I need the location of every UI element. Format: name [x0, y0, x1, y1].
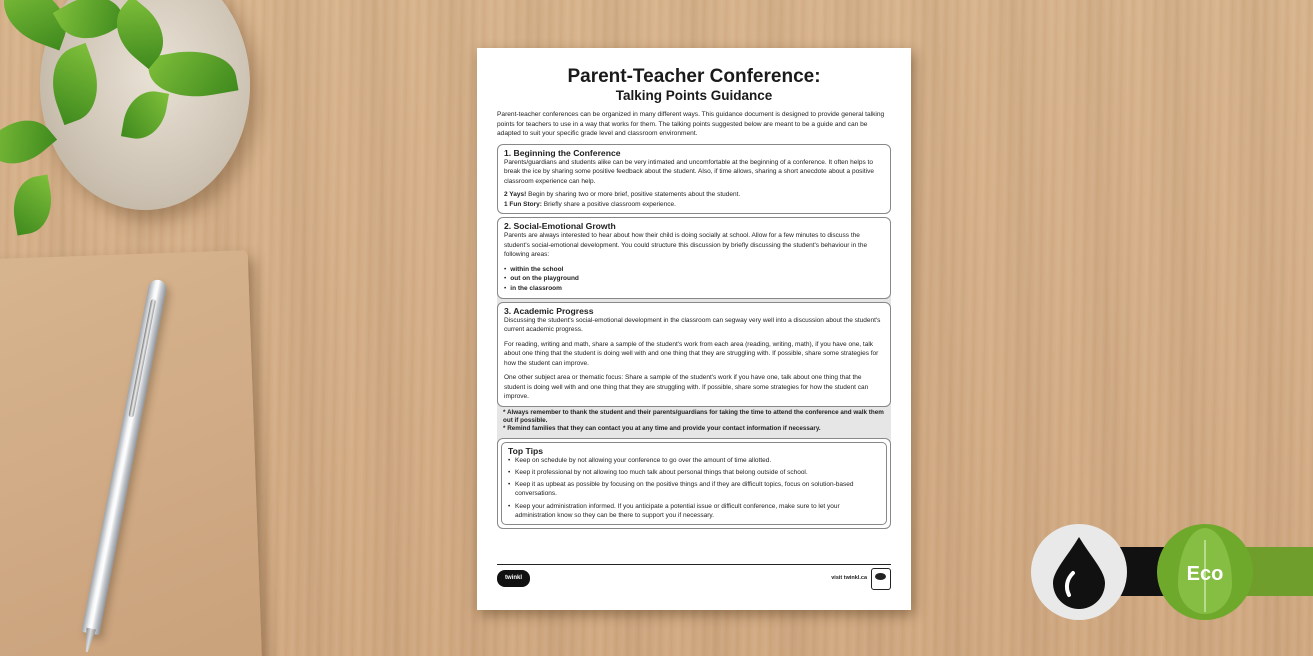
- section-social-emotional: [497, 217, 891, 298]
- top-tips-box: [497, 438, 891, 529]
- section-academic: [497, 302, 891, 407]
- section-paragraph: One other subject area or thematic focus: Share a sample of the student's work if you have one, talk about one thing that the student is doing well with and one thing that they are struggling with. If possible, share some strategies for how the student can improve.: [504, 374, 869, 401]
- document-subtitle: Talking Points Guidance: [615, 88, 773, 103]
- section-heading: 1. Beginning the Conference: [504, 147, 621, 158]
- list-item: • within the school: [504, 265, 884, 275]
- reminder-note: * Remind families that they can contact you at any time and provide your contact information if necessary.: [503, 425, 821, 433]
- fun-story-text: Briefly share a positive classroom experience.: [541, 200, 676, 208]
- list-item: • in the classroom: [504, 284, 884, 294]
- section-paragraph: Discussing the student's social-emotional development in the classroom can segway very well into a discussion about the student's current academic progress.: [504, 316, 881, 334]
- ink-drop-icon: [1049, 535, 1109, 609]
- areas-list: [504, 265, 884, 294]
- section-paragraph: Parents/guardians and students alike can be very intimated and uncomfortable at the beginning of a conference. It often helps to break the ice by sharing some positive feedback about the student. Also, if time allows, sharing a short anecdote about a positive classroom experience can help.: [504, 158, 874, 185]
- reminder-note: * Always remember to thank the student and their parents/guardians for taking the time to attend the conference and walk them out if possible.: [503, 408, 884, 424]
- section-heading: 3. Academic Progress: [504, 305, 594, 316]
- section-beginning: [497, 144, 891, 215]
- visit-link-text: visit twinkl.ca: [831, 575, 867, 581]
- list-item: • Keep it professional by not allowing too much talk about personal things that belong outside of school.: [508, 468, 880, 477]
- document-title: Parent-Teacher Conference:: [567, 66, 821, 87]
- eco-label: Eco: [1186, 563, 1224, 585]
- top-tips-heading: Top Tips: [508, 445, 544, 456]
- section-heading: 2. Social-Emotional Growth: [504, 221, 616, 232]
- list-item: • Keep on schedule by not allowing your conference to go over the amount of time allotted.: [508, 456, 880, 465]
- twinkl-logo: twinkl: [497, 570, 530, 587]
- yays-text: Begin by sharing two or more brief, positive statements about the student.: [526, 191, 741, 199]
- section-paragraph: For reading, writing and math, share a sample of the student's work from each area (reading, writing, math), if you have one, talk about one thing that the student is doing well with and one thing that they are struggling with. If possible, share some strategies for how the student can improve.: [504, 340, 879, 367]
- tips-list: [508, 456, 880, 520]
- list-item: • Keep your administration informed. If you anticipate a potential issue or difficult conference, make sure to let your administration know so they can be there to support you if necessary.: [508, 502, 880, 520]
- document-page: [477, 48, 911, 610]
- list-item: • Keep it as upbeat as possible by focusing on the positive things and if they are difficult topics, focus on solution-based conversations.: [508, 480, 880, 498]
- list-item: • out on the playground: [504, 274, 884, 284]
- reminder-notes: [497, 407, 891, 434]
- intro-paragraph: Parent-teacher conferences can be organized in many different ways. This guidance document is designed to provide general talking points for teachers to use in a way that works for them. The talking points suggested below are meant to be a guide and can be adapted to suit your specific grade level and classroom environment.: [497, 111, 885, 138]
- yays-label: 2 Yays!: [504, 191, 527, 199]
- top-tips-inner: [501, 442, 887, 525]
- fun-story-line: [504, 200, 884, 210]
- ink-badge: [1031, 524, 1127, 620]
- document-footer: [497, 564, 891, 594]
- quality-badge-icon: [871, 568, 891, 590]
- fun-story-label: 1 Fun Story:: [504, 200, 542, 208]
- yays-line: [504, 190, 884, 200]
- plant-leaf: [8, 174, 57, 235]
- section-paragraph: Parents are always interested to hear about how their child is doing socially at school. Allow for a few minutes to discuss the student's social-emotional development. You could structure this discussion by briefly discussing the student's behaviour in the following areas:: [504, 232, 868, 259]
- document-content: [497, 66, 891, 529]
